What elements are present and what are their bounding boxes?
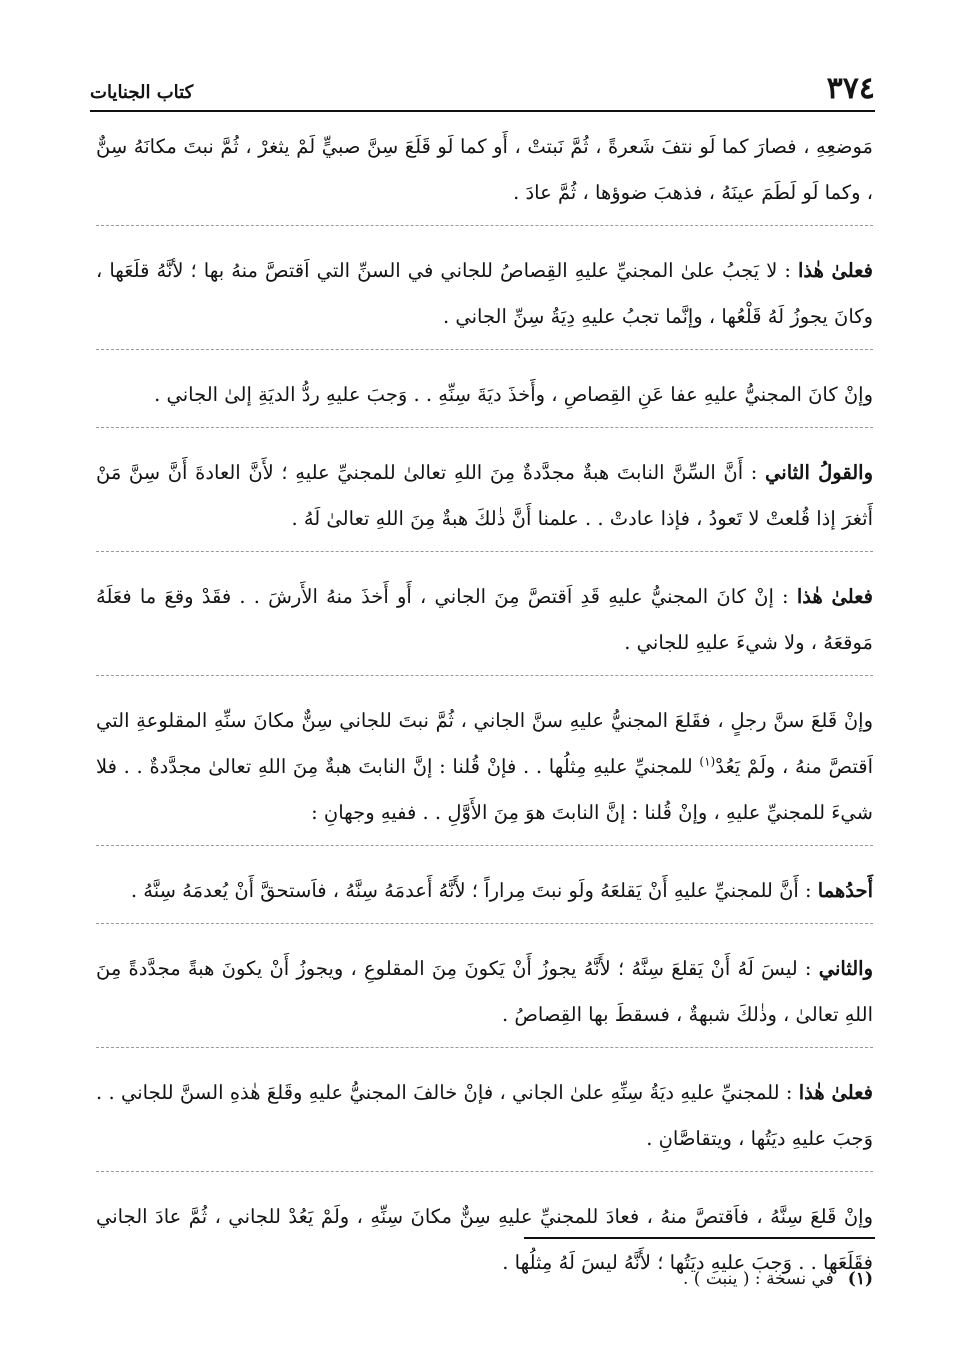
footnote-text: في نسخة : ( ينبت ) . (682, 1269, 834, 1289)
page-header (90, 72, 875, 106)
paragraph-lead: والقولُ الثاني (765, 461, 873, 484)
paragraph-lead: فعلىٰ هٰذا (797, 259, 873, 282)
paragraph (96, 1070, 873, 1172)
book-title: كتاب الجنايات (90, 82, 194, 103)
paragraph (96, 574, 873, 676)
page-number: ٣٧٤ (826, 71, 875, 106)
paragraph-text: : أَنَّ للمجنيِّ عليهِ أَنْ يَقلعَهُ ولَو نبتَ مِراراً ؛ لأَنَّهُ أَعدمَهُ سِنَّهُ ، فاَستحقَّ أَنْ يُعدمَهُ سِنَّهُ . (130, 879, 818, 902)
paragraph (96, 372, 873, 428)
footnote (96, 1266, 873, 1292)
paragraph (96, 248, 873, 350)
paragraph-lead: فعلىٰ هٰذا (798, 1081, 873, 1104)
paragraph-text-continued: للمجنيِّ عليهِ مِثلُها . . فإنْ قُلنا : إنَّ النابتَ هبةٌ مِنَ اللهِ تعالىٰ مجدَّدةٌ . . فلا شيءَ للمجنيِّ عليهِ ، وإنْ قُلنا : إنَّ النابتَ هوَ مِنَ الأَوَّلِ . . ففيهِ وجهانِ : (96, 755, 873, 824)
paragraph (96, 946, 873, 1048)
paragraph-text: : للمجنيِّ عليهِ ديَةُ سِنِّهِ علىٰ الجاني ، فإنْ خالفَ المجنيُّ عليهِ وقَلعَ هٰذهِ السنَّ للجاني . . وَجبَ عليهِ ديَتُها ، ويتقاصَّانِ . (96, 1081, 873, 1150)
footnote-marker[interactable]: (١) (699, 754, 716, 769)
paragraph-lead: أَحدُهما (817, 879, 873, 902)
paragraph (96, 698, 873, 846)
paragraph-text: وإنْ كانَ المجنيُّ عليهِ عفا عَنِ القِصاصِ ، وأَخذَ ديَةَ سِنِّهِ . . وَجبَ عليهِ ردُّ الديَةِ إلىٰ الجاني . (154, 383, 873, 406)
paragraph (96, 868, 873, 924)
paragraph (96, 124, 873, 226)
paragraph-text: : إنْ كانَ المجنيُّ عليهِ قَدِ اَقتصَّ مِنَ الجاني ، أَو أَخذَ منهُ الأَرشَ . . فقَدْ وقعَ ما فعَلَهُ مَوقعَهُ ، ولا شيءَ عليهِ للجاني . (96, 585, 873, 654)
main-text (96, 124, 873, 1317)
footnote-rule (524, 1237, 875, 1239)
paragraph-text: : أَنَّ السِّنَّ النابتَ هبةٌ مجدَّدةٌ مِنَ اللهِ تعالىٰ للمجنيِّ عليهِ ؛ لأَنَّ العادةَ أَنَّ سِنَّ مَنْ أَثغرَ إذا قُلعتْ لا تَعودُ ، فإذا عادتْ . . علمنا أَنَّ ذٰلكَ هبةٌ مِنَ اللهِ تعالىٰ لَهُ . (96, 461, 873, 530)
paragraph-lead: فعلىٰ هٰذا (796, 585, 873, 608)
paragraph-lead: والثاني (818, 957, 873, 980)
paragraph-text: : ليسَ لَهُ أَنْ يَقلعَ سِنَّهُ ؛ لأَنَّهُ يجوزُ أَنْ يَكونَ مِنَ المقلوعِ ، ويجوزُ أَنْ يكونَ هبةً مجدَّدةً مِنَ اللهِ تعالىٰ ، وذٰلكَ شبهةٌ ، فسقطَ بها القِصاصُ . (96, 957, 873, 1026)
paragraph-text: وإنْ قَلعَ سنَّ رجلٍ ، فقَلعَ المجنيُّ عليهِ سنَّ الجاني ، ثُمَّ نبتَ للجاني سِنٌّ مكانَ سنِّهِ المقلوعةِ التي اَقتصَّ منهُ ، ولَمْ يَعُدْ (96, 709, 873, 778)
header-rule (90, 110, 875, 112)
paragraph (96, 450, 873, 552)
paragraph-text: : لا يَجبُ علىٰ المجنيِّ عليهِ القِصاصُ للجاني في السنِّ التي اَقتصَّ منهُ بها ؛ لأنَّهُ قلَعَها ، وكانَ يجوزُ لَهُ قَلْعُها ، وإنَّما تجبُ عليهِ دِيَةُ سِنِّ الجاني . (96, 259, 873, 328)
paragraph-text: وإنْ قَلعَ سِنَّهُ ، فاَقتصَّ منهُ ، فعادَ للمجنيِّ عليهِ سِنٌّ مكانَ سِنِّهِ ، ولَمْ يَعُدْ للجاني ، ثُمَّ عادَ الجاني فقَلَعَها . . وَجبَ عليهِ ديَتُها ؛ لأَنَّهُ ليسَ لَهُ مِثلُها . (96, 1205, 873, 1274)
paragraph-text: مَوضعِهِ ، فصارَ كما لَو نتفَ شَعرةً ، ثُمَّ نَبتتْ ، أَو كما لَو قَلَعَ سِنَّ صبيٍّ لَمْ يثغرْ ، ثُمَّ نبتَ مكانَهُ سِنٌّ ، وكما لَو لَطَمَ عينَهُ ، فذهبَ ضوؤها ، ثُمَّ عادَ . (96, 135, 873, 204)
footnote-number: (١) (847, 1269, 873, 1289)
